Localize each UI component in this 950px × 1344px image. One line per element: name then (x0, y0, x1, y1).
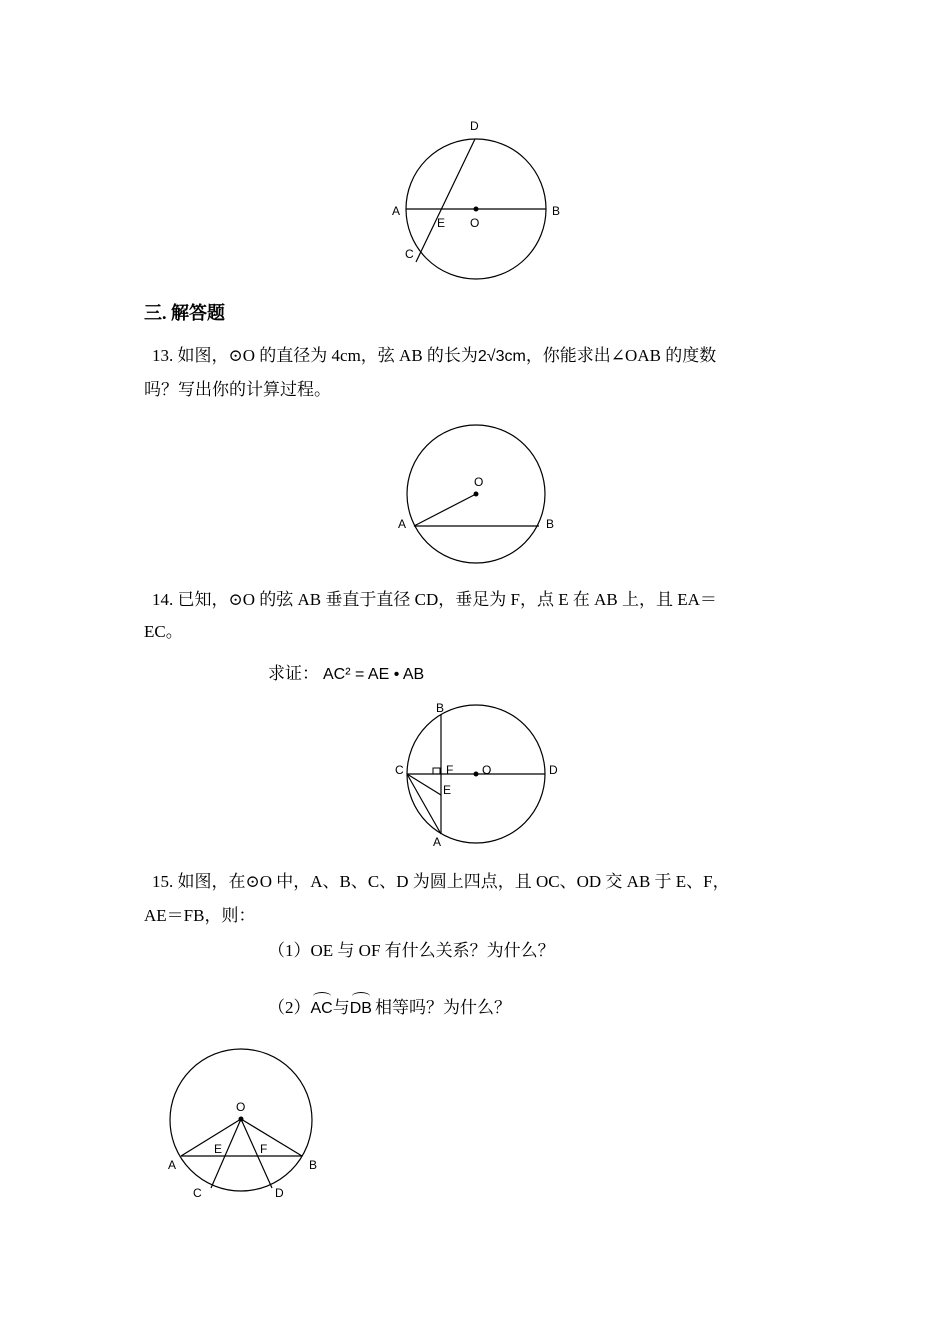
radius-oa (181, 1119, 241, 1156)
label-a: A (168, 1158, 177, 1172)
q15-sub2-prefix: （2） (268, 998, 311, 1017)
q14-prove-expression: AC² = AE • AB (323, 666, 425, 683)
section-heading: 三. 解答题 (144, 303, 225, 323)
q15-line2: AE＝FB，则： (144, 906, 256, 925)
figure-circle-diameter-chord (380, 110, 580, 290)
q14-line1: 14. 已知，⊙O 的弦 AB 垂直于直径 CD，垂足为 F，点 E 在 AB 上，且 EA＝ (152, 590, 717, 609)
q13-prefix: 13. 如图，⊙O 的直径为 4cm，弦 AB 的长为 (152, 346, 478, 365)
label-c: C (405, 247, 414, 261)
label-d: D (275, 1186, 284, 1200)
figure-q15 (160, 1040, 330, 1210)
label-o: O (236, 1100, 246, 1114)
q15-sub2-suffix: 相等吗？为什么？ (374, 998, 511, 1017)
radius-ob (241, 1119, 302, 1156)
label-a: A (392, 204, 401, 218)
label-a: A (398, 517, 407, 531)
right-angle-mark (433, 768, 440, 774)
q15-line1: 15. 如图，在⊙O 中，A、B、C、D 为圆上四点，且 OC、OD 交 AB 于 E、F， (152, 872, 730, 891)
label-e: E (214, 1142, 223, 1156)
label-d: D (549, 763, 558, 777)
radius-oa (414, 494, 476, 526)
center-point (474, 492, 479, 497)
segment-ce (407, 774, 441, 795)
label-e: E (437, 216, 446, 230)
label-d: D (470, 119, 479, 133)
q15-sub2 (268, 998, 511, 1019)
q14-line2: EC。 (144, 622, 183, 641)
label-b: B (546, 517, 555, 531)
label-a: A (433, 835, 442, 849)
segment-ca (407, 774, 441, 834)
label-f: F (446, 763, 454, 777)
label-o: O (482, 763, 492, 777)
label-o: O (474, 475, 484, 489)
label-b: B (436, 701, 445, 715)
q13-line2: 吗？写出你的计算过程。 (144, 380, 331, 399)
radius-od (241, 1119, 272, 1188)
q13-expression: 2√3cm (477, 348, 526, 365)
figure-q14 (385, 695, 575, 855)
label-b: B (309, 1158, 318, 1172)
q15-sub1: （1）OE 与 OF 有什么关系？为什么？ (268, 941, 555, 960)
arc-ac: AC (310, 1000, 333, 1017)
label-b: B (552, 204, 561, 218)
q15-sub2-mid: 与 (332, 998, 350, 1017)
q14-prove-label: 求证： (268, 664, 319, 683)
label-c: C (395, 763, 404, 777)
q13-line1 (152, 346, 716, 367)
label-c: C (193, 1186, 202, 1200)
label-e: E (443, 783, 452, 797)
center-point (239, 1117, 244, 1122)
chord-cd (416, 139, 475, 262)
label-f: F (260, 1142, 268, 1156)
q14-prove (268, 664, 424, 685)
arc-db: DB (349, 1000, 372, 1017)
center-point (474, 772, 479, 777)
figure-q13 (390, 420, 570, 570)
label-o: O (470, 216, 480, 230)
q13-suffix: ，你能求出∠OAB 的度数 (525, 346, 717, 365)
center-point (474, 207, 479, 212)
